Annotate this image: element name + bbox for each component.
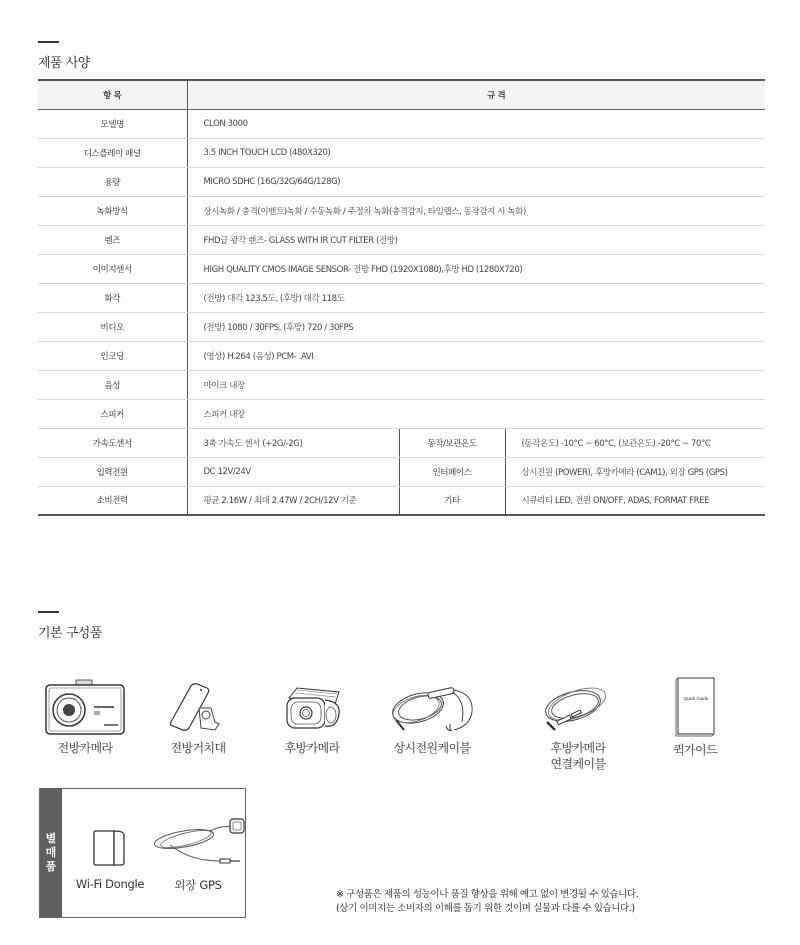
row-label: 화각 — [38, 283, 187, 312]
row-value: FHD급 광각 렌즈- GLASS WITH IR CUT FILTER (전방) — [187, 225, 765, 254]
component-label: 후방카메라 — [550, 741, 606, 755]
table-row — [38, 196, 765, 225]
component-rear-camera — [272, 678, 352, 756]
side-char: 별 — [45, 832, 57, 845]
component-label: 상시전원케이블 — [393, 741, 471, 755]
row-label-2: 인터페이스 — [399, 457, 505, 486]
row-value: 평균 2.16W / 최대 2.47W / 2CH/12V 기준 — [187, 486, 399, 515]
table-row — [38, 225, 765, 254]
optional-item-label: 외장 GPS — [174, 878, 222, 892]
row-value: 스피커 내장 — [187, 399, 765, 428]
component-label-line2: 연결케이블 — [550, 757, 606, 771]
row-value: HIGH QUALITY CMOS IMAGE SENSOR- 전방 FHD (1920X1080),후방 HD (1280X720) — [187, 254, 765, 283]
wifi-dongle-icon — [88, 825, 132, 869]
row-value: (전방) 1080 / 30FPS, (후방) 720 / 30FPS — [187, 312, 765, 341]
table-row — [38, 109, 765, 138]
component-label: 전방카메라 — [57, 741, 113, 755]
row-value: 상시녹화 / 충격(이벤트)녹화 / 수동녹화 / 주정차 녹화(충격감지, 타임랩스, 동작감지 시 녹화) — [187, 196, 765, 225]
row-label: 렌즈 — [38, 225, 187, 254]
table-row — [38, 341, 765, 370]
optional-side-label — [40, 789, 62, 917]
row-value: (전방) 대각 123.5도, (후방) 대각 118도 — [187, 283, 765, 312]
table-row-split — [38, 457, 765, 486]
notice-text — [336, 888, 638, 916]
section-divider-mark — [38, 611, 59, 613]
row-value: (영상) H.264 (음성) PCM- .AVI — [187, 341, 765, 370]
row-label: 비디오 — [38, 312, 187, 341]
row-label: 용량 — [38, 167, 187, 196]
row-value-2: (동작온도) -10°C ~ 60°C, (보관온도) -20°C ~ 70°C — [505, 428, 765, 457]
row-value: 마이크 내장 — [187, 370, 765, 399]
components-section-title: 기본 구성품 — [38, 626, 102, 641]
rear-cable-icon — [535, 678, 621, 736]
component-front-camera — [40, 678, 130, 756]
row-label: 가속도센서 — [38, 428, 187, 457]
front-camera-icon — [44, 678, 126, 736]
row-label: 음성 — [38, 370, 187, 399]
component-label: 후방카메라 — [284, 741, 340, 755]
optional-items-box — [39, 788, 246, 918]
row-value: CLON 3000 — [187, 109, 765, 138]
table-row-split — [38, 428, 765, 457]
row-value: MICRO SDHC (16G/32G/64G/128G) — [187, 167, 765, 196]
side-char: 매 — [45, 846, 57, 859]
optional-item-gps — [150, 817, 246, 893]
row-label: 모델명 — [38, 109, 187, 138]
front-mount-icon — [163, 678, 233, 736]
row-label: 스피커 — [38, 399, 187, 428]
side-char: 품 — [45, 860, 57, 873]
section-divider-mark — [38, 41, 59, 43]
svg-text:Quick Guide: Quick Guide — [683, 696, 709, 701]
spec-section-title: 제품 사양 — [38, 56, 90, 71]
notice-line: (상기 이미지는 소비자의 이해를 돕기 위한 것이며 실물과 다를 수 있습니다.) — [336, 903, 635, 914]
component-rear-camera-cable — [528, 678, 628, 772]
row-value: 3축 가속도 센서 (+2G/-2G) — [187, 428, 399, 457]
row-label: 녹화방식 — [38, 196, 187, 225]
row-label-2: 기타 — [399, 486, 505, 515]
optional-item-label: Wi-Fi Dongle — [75, 877, 145, 891]
spec-table — [38, 79, 765, 516]
row-value-2: 상시전원 (POWER), 후방카메라 (CAM1), 외장 GPS (GPS) — [505, 457, 765, 486]
table-row — [38, 138, 765, 167]
component-label: 전방거치대 — [170, 741, 226, 755]
row-label: 입력전원 — [38, 457, 187, 486]
row-label: 디스플레이 패널 — [38, 138, 187, 167]
row-label: 이미지센서 — [38, 254, 187, 283]
component-label: 퀵가이드 — [673, 743, 717, 757]
spec-table-header — [38, 80, 765, 109]
header-item: 항 목 — [38, 80, 187, 109]
row-label-2: 동작/보관온도 — [399, 428, 505, 457]
power-cable-icon — [384, 678, 480, 736]
rear-camera-icon — [277, 678, 347, 736]
table-row — [38, 370, 765, 399]
header-spec: 규 격 — [187, 80, 765, 109]
row-value: 3.5 INCH TOUCH LCD (480X320) — [187, 138, 765, 167]
table-row — [38, 283, 765, 312]
component-front-mount — [158, 678, 238, 756]
row-label: 소비전력 — [38, 486, 187, 515]
optional-item-wifi-dongle — [70, 825, 150, 891]
table-row — [38, 399, 765, 428]
row-label: 인코딩 — [38, 341, 187, 370]
component-power-cable — [382, 678, 482, 756]
notice-line: ※ 구성품은 제품의 성능이나 품질 향상을 위해 예고 없이 변경될 수 있습니다. — [336, 889, 639, 900]
row-value: DC 12V/24V — [187, 457, 399, 486]
table-row — [38, 312, 765, 341]
row-value-2: 시큐리티 LED, 전원 ON/OFF, ADAS, FORMAT FREE — [505, 486, 765, 515]
component-quick-guide — [660, 676, 730, 758]
table-row — [38, 167, 765, 196]
quick-guide-icon — [672, 676, 718, 738]
table-row — [38, 254, 765, 283]
table-row-split — [38, 486, 765, 515]
gps-icon — [150, 817, 246, 869]
